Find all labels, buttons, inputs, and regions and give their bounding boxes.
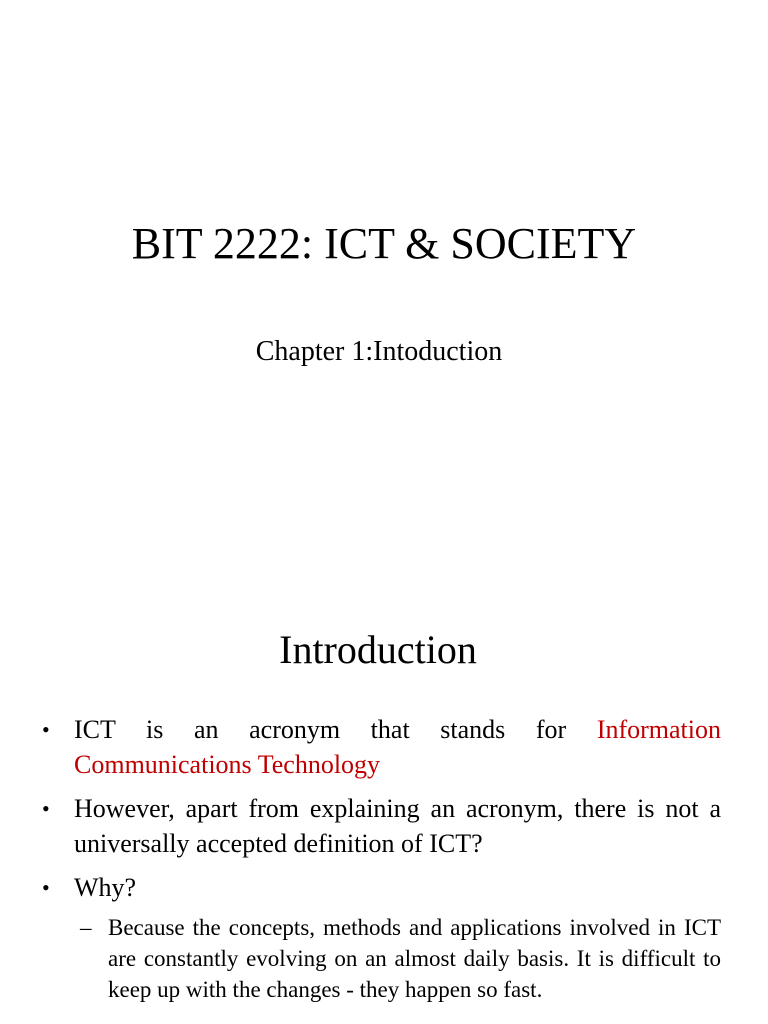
- bullet-list: [0, 712, 768, 1005]
- sub-bullet-marker: –: [80, 915, 92, 940]
- bullet-marker: •: [42, 717, 50, 742]
- sub-bullet-text: Because the concepts, methods and applications involved in ICT are constantly evolving on an almost daily basis. It is difficult to keep up with the changes - they happen so fast.: [108, 915, 721, 1002]
- bullet-item: [0, 870, 768, 905]
- bullet-item: [0, 791, 768, 861]
- slide-title: BIT 2222: ICT & SOCIETY: [131, 219, 637, 268]
- bullet-marker: •: [42, 796, 50, 821]
- highlighted-term: Information Communications Technology: [74, 715, 721, 779]
- introduction-slide: [0, 560, 768, 1024]
- bullet-text: ICT is an acronym that stands for: [74, 715, 597, 744]
- sub-bullet-item: [0, 912, 768, 1005]
- bullet-item: [0, 712, 768, 782]
- slide-subtitle: Chapter 1:Intoduction: [255, 336, 503, 367]
- section-heading: Introduction: [279, 627, 477, 672]
- bullet-text: Why?: [74, 873, 137, 902]
- bullet-marker: •: [42, 875, 50, 900]
- bullet-text: However, apart from explaining an acronym, there is not a universally accepted definition of ICT?: [74, 794, 721, 858]
